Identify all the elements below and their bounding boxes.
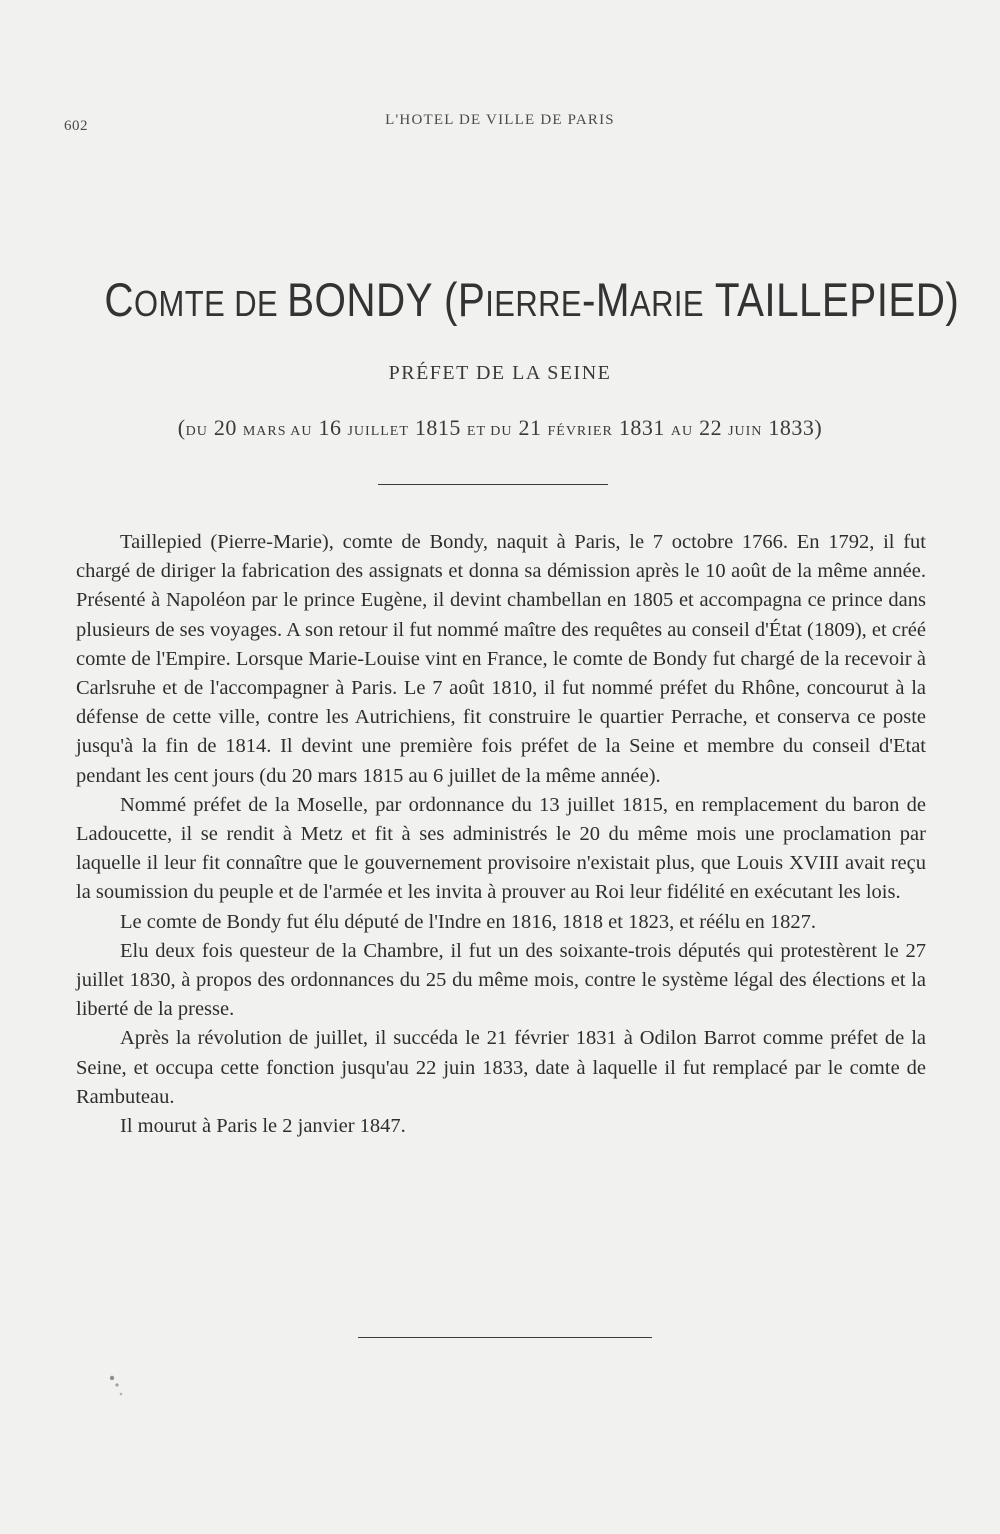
title-initial: (P	[443, 273, 486, 326]
title-smallcaps: ARIE	[630, 283, 704, 324]
dates-smallcaps: JUIN	[728, 424, 763, 439]
title-smallcaps: DE	[225, 283, 288, 324]
dates-text: (	[177, 415, 186, 440]
title-name: BONDY	[287, 273, 444, 326]
paragraph: Taillepied (Pierre-Marie), comte de Bondy, naquit à Paris, le 7 octobre 1766. En 1792, il fut chargé de diriger la fabrication des assignats et donna sa démission après le 10 août de la même année. Présenté à Napoléon par le prince Eugène, il devint chambellan en 1805 et accompagna ce prince dans plusieurs de ses voyages. A son retour il fut nommé maître des requêtes au conseil d'État (1809), et créé comte de l'Empire. Lorsque Marie-Louise vint en France, le comte de Bondy fut chargé de la recevoir à Carlsruhe et de l'accompagner à Paris. Le 7 août 1810, il fut nommé préfet du Rhône, concourut à la défense de cette ville, contre les Autrichiens, fit construire le quartier Perrache, et conserva ce poste jusqu'à la fin de 1814. Il devint une première fois préfet de la Seine et membre du conseil d'Etat pendant les cent jours (du 20 mars 1815 au 6 juillet de la même année).	[76, 531, 926, 787]
page-number: 602	[64, 118, 88, 134]
dates-text: 21	[512, 415, 548, 440]
title-initial: C	[104, 273, 135, 326]
dates-text: 1833)	[762, 415, 823, 440]
dates-smallcaps: AU	[670, 424, 694, 439]
paragraph: Après la révolution de juillet, il succéda le 21 février 1831 à Odilon Barrot comme préfet de la Seine, et occupa cette fonction jusqu'au 22 juin 1833, date à laquelle il fut remplacé par le comte de Rambuteau.	[76, 1027, 926, 1108]
article-body	[76, 528, 926, 1141]
article-title	[104, 273, 960, 326]
ink-smudge-icon	[104, 1372, 126, 1402]
dates-text: 20	[207, 415, 243, 440]
tenure-dates	[0, 415, 1000, 441]
title-smallcaps: IERRE	[485, 283, 583, 324]
paragraph: Le comte de Bondy fut élu député de l'Indre en 1816, 1818 et 1823, et réélu en 1827.	[120, 910, 816, 933]
dates-smallcaps: MARS AU	[242, 424, 313, 439]
running-title: L'HOTEL DE VILLE DE PARIS	[385, 112, 615, 128]
dates-smallcaps: FÉVRIER	[547, 424, 613, 439]
paragraph: Nommé préfet de la Moselle, par ordonnance du 13 juillet 1815, en remplacement du baron de Ladoucette, il se rendit à Metz et fit à ses administrés le 20 du même mois une proclamation par laquelle il leur fit connaître que le gouvernement provisoire n'existait plus, que Louis XVIII avait reçu la soumission du peuple et de l'armée et les invita à prouver au Roi leur fidélité en exécutant les lois.	[76, 793, 926, 904]
divider-top	[378, 484, 608, 485]
dates-text: 1831	[612, 415, 671, 440]
title-initial: -M	[582, 273, 631, 326]
dates-smallcaps: DU	[185, 424, 208, 439]
dates-smallcaps: ET DU	[466, 424, 513, 439]
dates-text: 16	[312, 415, 348, 440]
paragraph: Elu deux fois questeur de la Chambre, il fut un des soixante-trois députés qui protestèrent le 27 juillet 1830, à propos des ordonnances du 25 du même mois, contre le système légal des élections et la liberté de la presse.	[76, 939, 926, 1021]
dates-text: 22	[693, 415, 729, 440]
dates-smallcaps: JUILLET	[347, 424, 409, 439]
paragraph: Il mourut à Paris le 2 janvier 1847.	[120, 1115, 406, 1138]
title-smallcaps: OMTE	[134, 283, 226, 324]
title-name: TAILLEPIED)	[703, 273, 960, 326]
dates-text: 1815	[408, 415, 467, 440]
divider-bottom	[358, 1337, 652, 1338]
article-subtitle: PRÉFET DE LA SEINE	[388, 362, 612, 384]
